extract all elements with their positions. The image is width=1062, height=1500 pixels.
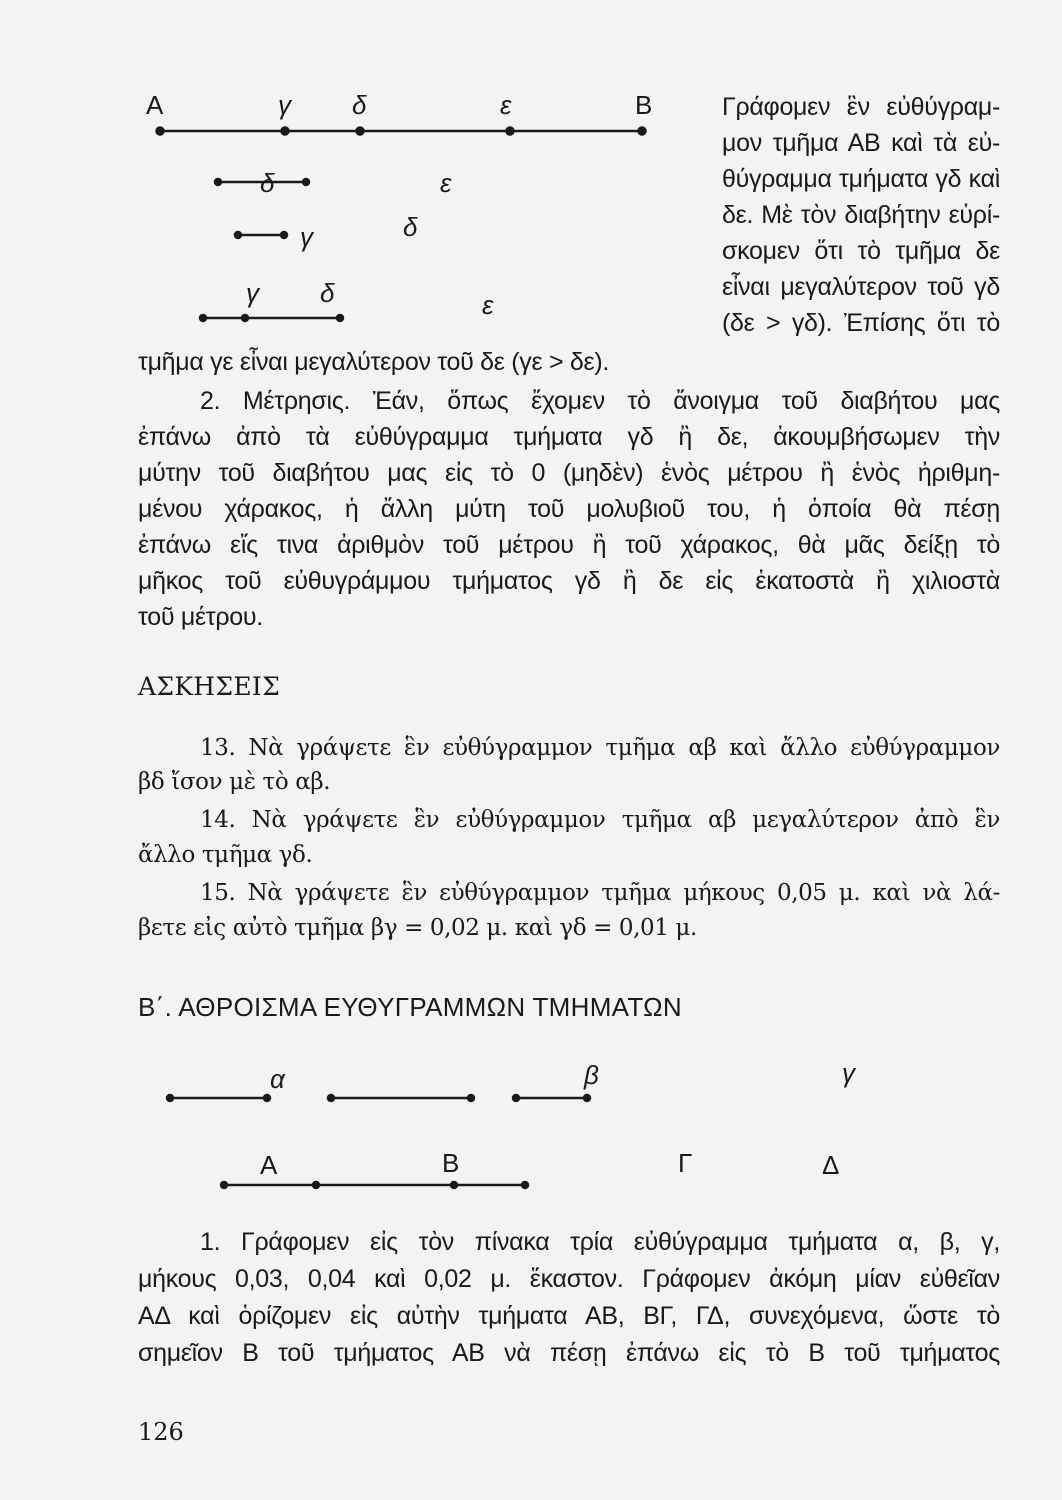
point-d: [357, 128, 364, 135]
exercise-13: 13. Νὰ γράψετε ἓν εὐθύγραμμον τμῆμα αβ καὶ ἄλλο εὐθύγραμμον: [200, 735, 1000, 761]
text-line: 2. Μέτρησις. Ἐάν, ὅπως ἔχομεν τὸ ἄνοιγμα τοῦ διαβήτου μας: [200, 387, 1000, 415]
label-b: Β: [635, 90, 653, 120]
text-line: ἐπάνω ἀπὸ τὰ εὐθύγραμμα τμήματα γδ ἢ δε, ἀκουμβήσωμεν τὴν: [138, 423, 1000, 451]
label-beta: β: [584, 1060, 599, 1090]
text-line: μον τμῆμα ΑΒ καὶ τὰ εὐ-: [722, 129, 1000, 157]
figure-segment-comparison: [157, 128, 646, 322]
text-line: μῆκος τοῦ εὐθυγράμμου τμήματος γδ ἢ δε εἰς ἑκατοστὰ ἢ χιλιοστὰ: [138, 567, 1000, 595]
exercises-heading: ΑΣΚΗΣΕΙΣ: [138, 672, 281, 701]
label-G: Γ: [678, 1148, 693, 1178]
text-line: μύτην τοῦ διαβήτου μας εἰς τὸ 0 (μηδὲν) ἑνὸς μέτρου ἢ ἑνὸς ἠριθμη-: [138, 459, 1000, 487]
exercise-15: 15. Νὰ γράψετε ἓν εὐθύγραμμον τμῆμα μήκους 0,05 μ. καὶ νὰ λά-: [200, 880, 1000, 906]
exercise-13-cont: βδ ἴσον μὲ τὸ αβ.: [138, 769, 331, 795]
point-g: [282, 128, 289, 135]
label-a: Α: [146, 90, 164, 120]
text-line: εἶναι μεγαλύτερον τοῦ γδ: [722, 273, 1000, 301]
exercise-14-cont: ἄλλο τμῆμα γδ.: [138, 842, 313, 868]
label-gde-3: ε: [482, 290, 494, 320]
label-gde-2: δ: [320, 278, 335, 308]
text-line: ΑΔ καὶ ὁρίζομεν εἰς αὐτὴν τμήματα ΑΒ, ΒΓ, ΓΔ, συνεχόμενα, ὥστε τὸ: [138, 1302, 1000, 1330]
point-e: [507, 128, 514, 135]
text-line: μένου χάρακος, ἡ ἄλλη μύτη τοῦ μολυβιοῦ του, ἡ ὁποία θὰ πέσῃ: [138, 495, 1000, 523]
text-line: θύγραμμα τμήματα γδ καὶ: [722, 165, 1000, 193]
label-gamma: γ: [842, 1058, 855, 1088]
page-number: 126: [138, 1418, 184, 1446]
text-line: τοῦ μέτρου.: [138, 603, 263, 631]
text-line: δε. Μὲ τὸν διαβήτην εὑρί-: [722, 201, 1000, 229]
text-line: σκομεν ὅτι τὸ τμῆμα δε: [722, 237, 1000, 265]
text-line: 1. Γράφομεν εἰς τὸν πίνακα τρία εὐθύγραμμα τμήματα α, β, γ,: [200, 1228, 1000, 1256]
text-line: τμῆμα γε εἶναι μεγαλύτερον τοῦ δε (γε > δε).: [138, 348, 610, 376]
label-B: Β: [442, 1148, 460, 1178]
exercise-15-cont: βετε εἰς αὐτὸ τμῆμα βγ = 0,02 μ. καὶ γδ = 0,01 μ.: [138, 915, 697, 941]
point-b: [639, 128, 646, 135]
label-g: γ: [278, 90, 291, 120]
figure-sum-of-segments: [167, 1095, 590, 1188]
exercise-14: 14. Νὰ γράψετε ἓν εὐθύγραμμον τμῆμα αβ μεγαλύτερον ἀπὸ ἓν: [200, 807, 1000, 833]
label-d: δ: [352, 90, 367, 120]
label-gd-end: δ: [403, 212, 418, 242]
point-a: [157, 128, 164, 135]
label-gd-start: γ: [300, 222, 313, 252]
text-line: μήκους 0,03, 0,04 καὶ 0,02 μ. ἕκαστον. Γράφομεν ἀκόμη μίαν εὐθεῖαν: [138, 1265, 1000, 1293]
label-de-start: δ: [260, 168, 275, 198]
section-heading-sum: Β΄. ΑΘΡΟΙΣΜΑ ΕΥΘΥΓΡΑΜΜΩΝ ΤΜΗΜΑΤΩΝ: [138, 992, 682, 1022]
label-de-end: ε: [440, 168, 452, 198]
label-e: ε: [500, 90, 512, 120]
text-line: (δε > γδ). Ἐπίσης ὅτι τὸ: [722, 309, 1000, 337]
text-line: ἐπάνω εἴς τινα ἀριθμὸν τοῦ μέτρου ἢ τοῦ χάρακος, θὰ μᾶς δείξῃ τὸ: [138, 531, 1000, 559]
label-alpha: α: [270, 1064, 285, 1094]
text-line: σημεῖον Β τοῦ τμήματος ΑΒ νὰ πέσῃ ἐπάνω εἰς τὸ Β τοῦ τμήματος: [138, 1339, 1000, 1367]
text-line: Γράφομεν ἓν εὐθύγραμ-: [722, 93, 1000, 121]
label-gde-1: γ: [246, 278, 259, 308]
label-D: Δ: [822, 1150, 840, 1180]
label-A: Α: [260, 1150, 278, 1180]
